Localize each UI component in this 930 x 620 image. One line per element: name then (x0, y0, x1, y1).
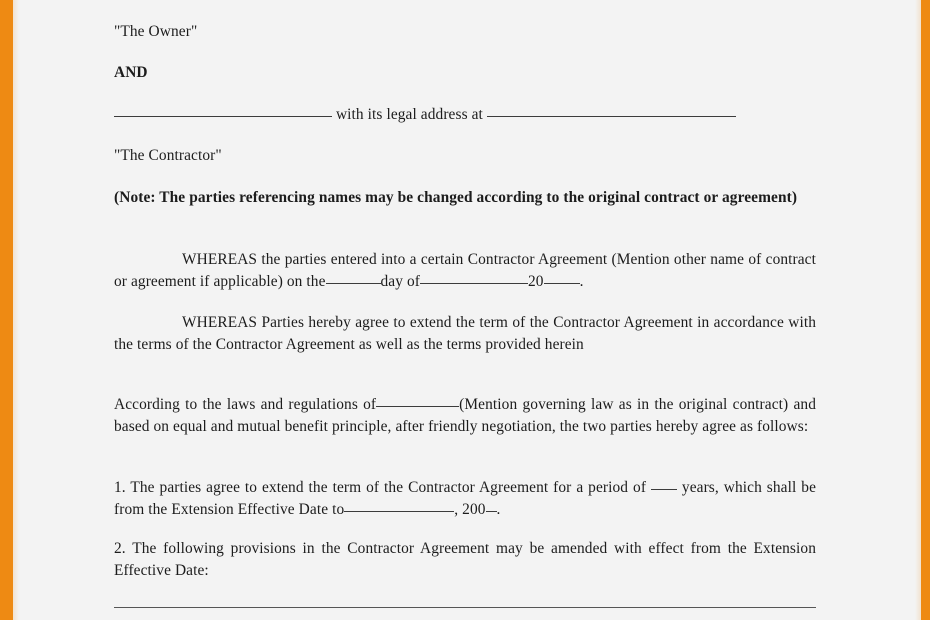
left-border-fade (13, 0, 19, 620)
governing-law-text-a: According to the laws and regulations of (114, 396, 377, 413)
bottom-fill-in-rule (114, 607, 816, 608)
whereas-1-text-b: day of (380, 272, 421, 290)
contractor-label: "The Contractor" (114, 147, 222, 164)
owner-label: "The Owner" (114, 23, 198, 40)
clause-1-text-c: , 200 (454, 500, 486, 518)
clause-2-paragraph: 2. The following provisions in the Contractor Agreement may be amended with effect from the Extension Effective Date: (114, 540, 816, 579)
year-blank (544, 272, 580, 284)
legal-address-line (114, 104, 816, 126)
right-border-fade (915, 0, 921, 620)
governing-law-text-b: (Mention governing law as in the original contract) and based on equal and mutual benefit principle, after friendly negotiation, the two parties hereby agree as follows: (114, 396, 816, 435)
left-orange-border (0, 0, 13, 620)
whereas-1-text-c: 20 (528, 272, 544, 290)
right-orange-border (921, 0, 930, 620)
clause-1-text-a: 1. The parties agree to extend the term of the Contractor Agreement for a period of (114, 479, 647, 496)
whereas-1-text-a: WHEREAS the parties entered into a certain Contractor Agreement (Mention other name of contract or agreement if applicable) on the (114, 251, 816, 290)
year-suffix-blank (486, 500, 497, 512)
clause-1-text-d: . (496, 500, 501, 518)
clause-1-text-b: years, which shall be from the Extension Effective Date to (114, 479, 817, 518)
years-blank (651, 478, 677, 490)
governing-law-blank (376, 395, 459, 407)
extension-date-blank (344, 500, 454, 512)
whereas-1-text-d: . (579, 272, 584, 290)
governing-law-paragraph (114, 394, 816, 437)
whereas-2-text: WHEREAS Parties hereby agree to extend the term of the Contractor Agreement in accordance with the terms of the Contractor Agreement as well as the terms provided herein (114, 314, 816, 353)
legal-address-blank (487, 105, 736, 117)
and-label: AND (114, 64, 148, 81)
clause-1-paragraph (114, 477, 816, 520)
document-body (114, 0, 816, 620)
month-blank (420, 272, 528, 284)
whereas-paragraph-1 (114, 249, 816, 292)
note-paragraph: (Note: The parties referencing names may be changed according to the original contract or agreement) (114, 189, 798, 206)
day-blank (326, 272, 381, 284)
whereas-paragraph-2 (114, 312, 816, 355)
owner-name-blank (114, 105, 332, 117)
legal-address-text: with its legal address at (335, 106, 483, 123)
